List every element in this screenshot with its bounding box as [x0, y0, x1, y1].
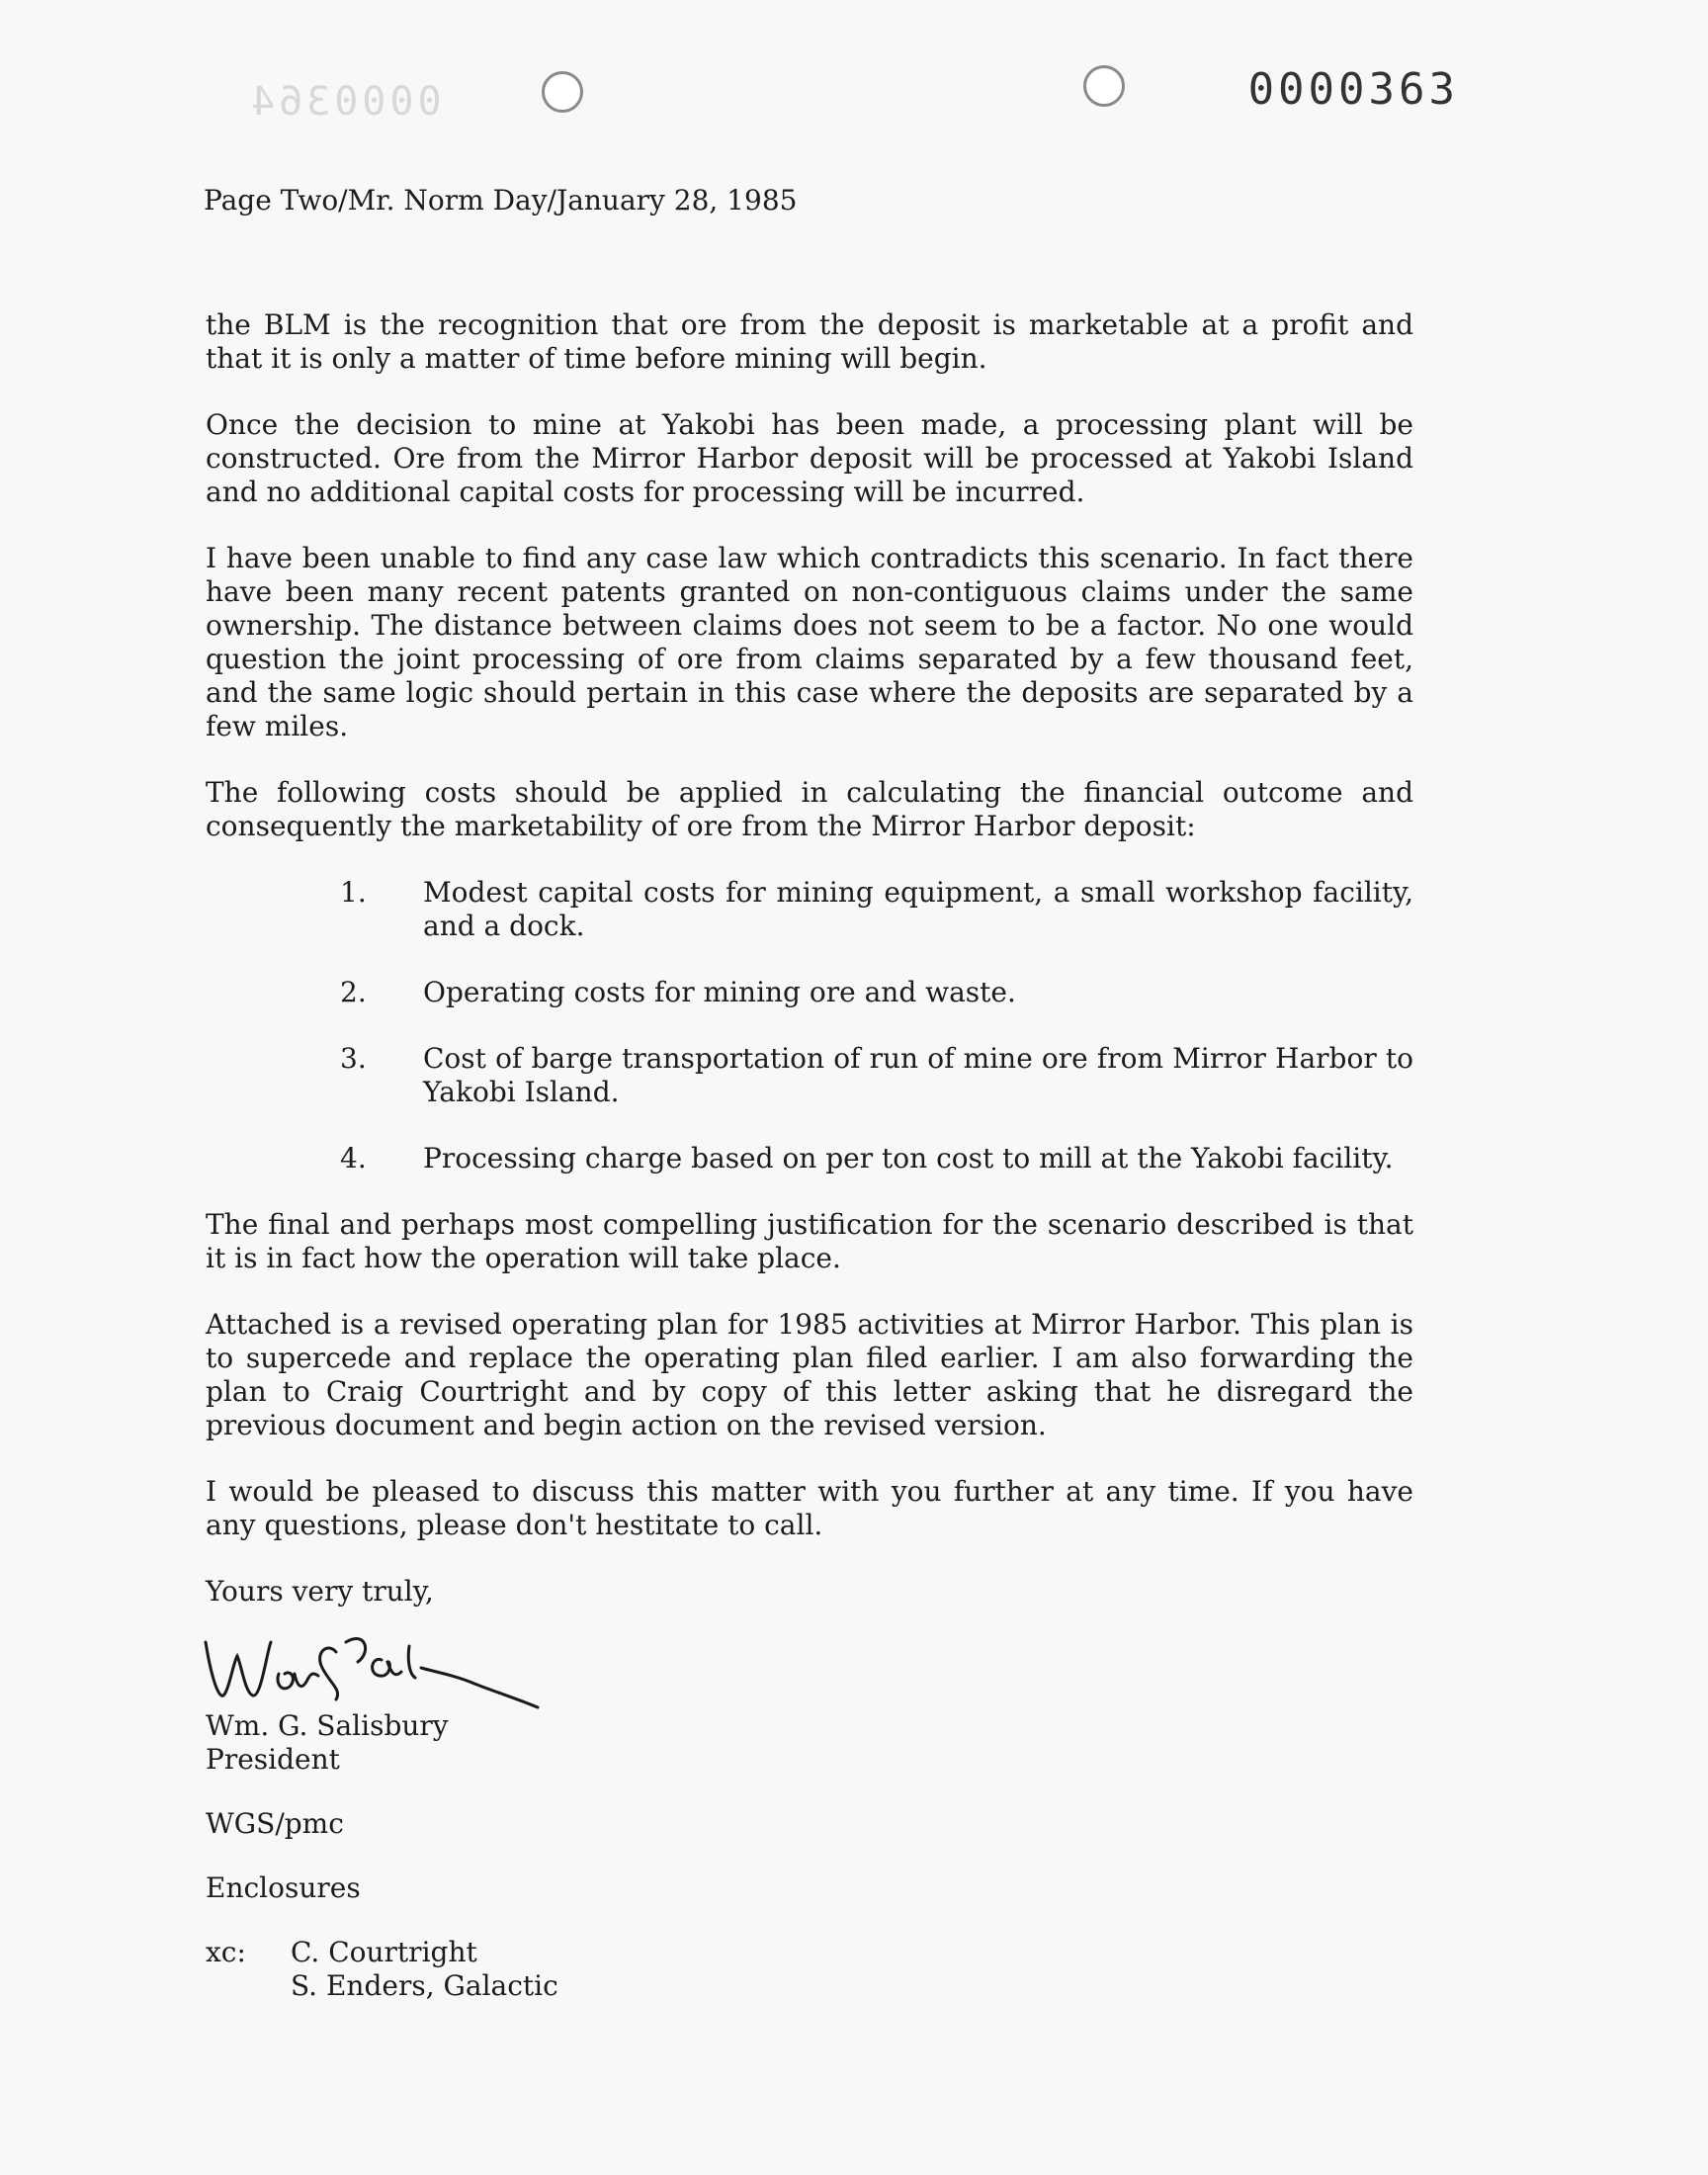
letter-body	[206, 308, 1413, 2003]
list-item	[206, 1142, 1413, 1175]
paragraph-4: The following costs should be applied in calculating the financial outcome and consequently the marketability of ore from the Mirror Harbor deposit:	[206, 776, 1413, 842]
list-item	[206, 876, 1413, 943]
bleed-through-doc-number: 0000364	[247, 79, 442, 125]
list-text: Cost of barge transportation of run of mine ore from Mirror Harbor to Yakobi Island.	[423, 1042, 1413, 1108]
paragraph-1: the BLM is the recognition that ore from the deposit is marketable at a profit and that it is only a matter of time before mining will begin.	[206, 308, 1413, 375]
xc-name: C. Courtright	[291, 1936, 477, 1968]
list-number: 4.	[340, 1142, 367, 1174]
signer-name: Wm. G. Salisbury	[206, 1709, 449, 1742]
signature-block	[206, 1709, 1413, 2003]
paragraph-5: The final and perhaps most compelling justification for the scenario described is that it is in fact how the operation will take place.	[206, 1208, 1413, 1274]
copy-list	[206, 1936, 1413, 2003]
handwritten-signature	[198, 1612, 554, 1711]
closing: Yours very truly,	[206, 1575, 434, 1608]
list-item	[206, 1042, 1413, 1109]
paragraph-6: Attached is a revised operating plan for 1985 activities at Mirror Harbor. This plan is to supercede and replace the operating plan filed earlier. I am also forwarding the plan to Craig Courtright and by copy of this letter asking that he disregard the previous document and begin action on the revised version.	[206, 1308, 1413, 1441]
list-number: 3.	[340, 1042, 367, 1075]
list-item	[206, 976, 1413, 1009]
doc-number: 0000363	[1247, 64, 1459, 115]
punch-hole-left	[542, 71, 583, 113]
punch-hole-right	[1083, 65, 1125, 107]
enclosures: Enclosures	[206, 1871, 361, 1904]
list-number: 2.	[340, 976, 367, 1008]
list-number: 1.	[340, 876, 367, 909]
paragraph-7: I would be pleased to discuss this matter with you further at any time. If you have any questions, please don't hestitate to call.	[206, 1475, 1413, 1541]
xc-name: S. Enders, Galactic	[291, 1969, 558, 2002]
signer-title: President	[206, 1743, 340, 1776]
list-text: Modest capital costs for mining equipment, a small workshop facility, and a dock.	[423, 876, 1413, 942]
page-header: Page Two/Mr. Norm Day/January 28, 1985	[204, 184, 798, 217]
paragraph-2: Once the decision to mine at Yakobi has been made, a processing plant will be constructed. Ore from the Mirror Harbor deposit will be processed at Yakobi Island and no additional capital costs for processing will be incurred.	[206, 408, 1413, 508]
cost-list	[206, 876, 1413, 1175]
xc-label: xc:	[206, 1936, 246, 1968]
initials: WGS/pmc	[206, 1807, 344, 1840]
list-text: Processing charge based on per ton cost to mill at the Yakobi facility.	[423, 1142, 1394, 1174]
xc-names	[291, 1936, 558, 2003]
list-text: Operating costs for mining ore and waste.	[423, 976, 1016, 1008]
paragraph-3: I have been unable to find any case law which contradicts this scenario. In fact there have been many recent patents granted on non-contiguous claims under the same ownership. The distance between claims does not seem to be a factor. No one would question the joint processing of ore from claims separated by a few thousand feet, and the same logic should pertain in this case where the deposits are separated by a few miles.	[206, 542, 1413, 742]
